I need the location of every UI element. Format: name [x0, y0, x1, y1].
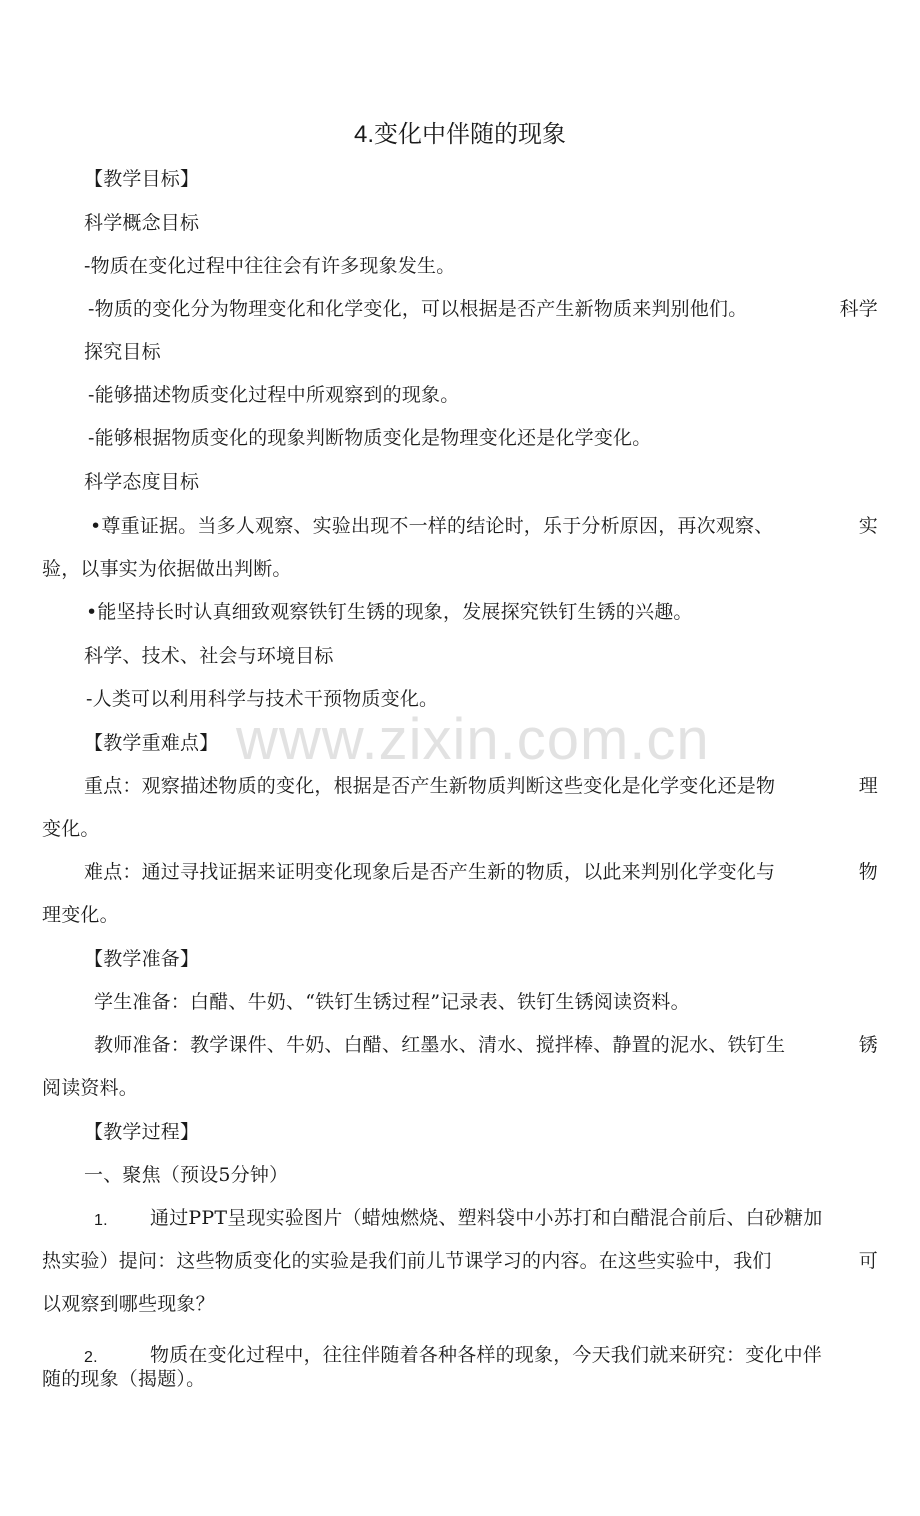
step-text: 以观察到哪些现象？ — [42, 1293, 215, 1315]
teacher-prep-text: 教师准备：教学课件、牛奶、白醋、红墨水、清水、搅拌棒、静置的泥水、铁钉生 — [94, 1034, 786, 1056]
concept-goal-item — [88, 297, 878, 321]
keypoints-heading: 【教学重难点】 — [84, 732, 219, 754]
attitude-goals-heading: 科学态度目标 — [84, 471, 200, 493]
key-point-text: 重点：观察描述物质的变化，根据是否产生新物质判断这些变化是化学变化还是物 — [84, 775, 776, 797]
teacher-prep-tail: 锈 — [858, 1034, 878, 1056]
inquiry-goals-heading: 探究目标 — [84, 341, 161, 363]
teacher-prep — [94, 1033, 878, 1057]
concept-goal-item: -物质在变化过程中往往会有许多现象发生。 — [84, 255, 456, 277]
step-text: 随的现象（揭题）。 — [42, 1368, 206, 1390]
step-text — [42, 1249, 878, 1273]
student-prep: 学生准备：白醋、牛奶、“铁钉生锈过程”记录表、铁钉生锈阅读资料。 — [94, 991, 690, 1013]
process-heading: 【教学过程】 — [84, 1121, 200, 1143]
key-point-tail: 理 — [858, 775, 878, 797]
attitude-goal-item: •能坚持长时认真细致观察铁钉生锈的现象，发展探究铁钉生锈的兴趣。 — [86, 601, 693, 623]
attitude-goal-cont: 验，以事实为依据做出判断。 — [42, 558, 292, 580]
prep-heading: 【教学准备】 — [84, 948, 200, 970]
concept-goal-tail: 科学 — [839, 298, 878, 320]
attitude-goal-text: •尊重证据。当多人观察、实验出现不一样的结论时，乐于分析原因，再次观察、 — [90, 515, 774, 537]
concept-goals-heading: 科学概念目标 — [84, 212, 200, 234]
difficult-point-tail: 物 — [858, 861, 878, 883]
attitude-goal-item — [90, 514, 878, 538]
sts-goals-heading: 科学、技术、社会与环境目标 — [84, 645, 334, 667]
process-section-title: 一、聚焦（预设5分钟） — [84, 1164, 289, 1186]
inquiry-goal-item: -能够描述物质变化过程中所观察到的现象。 — [88, 384, 460, 406]
difficult-point-cont: 理变化。 — [42, 904, 119, 926]
step-number: 2. — [84, 1349, 98, 1366]
sts-goal-item: -人类可以利用科学与技术干预物质变化。 — [86, 688, 439, 710]
key-point — [84, 774, 878, 798]
document-title: 4.变化中伴随的现象 — [353, 121, 566, 148]
key-point-cont: 变化。 — [42, 818, 100, 840]
teacher-prep-cont: 阅读资料。 — [42, 1077, 139, 1099]
step-text-main: 热实验）提问：这些物质变化的实验是我们前儿节课学习的内容。在这些实验中，我们 — [42, 1250, 772, 1272]
step-text-tail: 可 — [858, 1250, 878, 1272]
inquiry-goal-item: -能够根据物质变化的现象判断物质变化是物理变化还是化学变化。 — [88, 427, 652, 449]
step-text: 物质在变化过程中，往往伴随着各种各样的现象，今天我们就来研究：变化中伴 — [150, 1344, 823, 1366]
difficult-point — [84, 860, 878, 884]
goals-heading: 【教学目标】 — [84, 168, 200, 190]
difficult-point-text: 难点：通过寻找证据来证明变化现象后是否产生新的物质，以此来判别化学变化与 — [84, 861, 776, 883]
step-number: 1. — [94, 1212, 108, 1229]
watermark: www.zixin.com.cn — [236, 707, 710, 772]
step-text: 通过PPT呈现实验图片（蜡烛燃烧、塑料袋中小苏打和白醋混合前后、白砂糖加 — [150, 1207, 823, 1229]
concept-goal-text: -物质的变化分为物理变化和化学变化，可以根据是否产生新物质来判别他们。 — [88, 298, 748, 320]
attitude-goal-tail: 实 — [858, 515, 878, 537]
